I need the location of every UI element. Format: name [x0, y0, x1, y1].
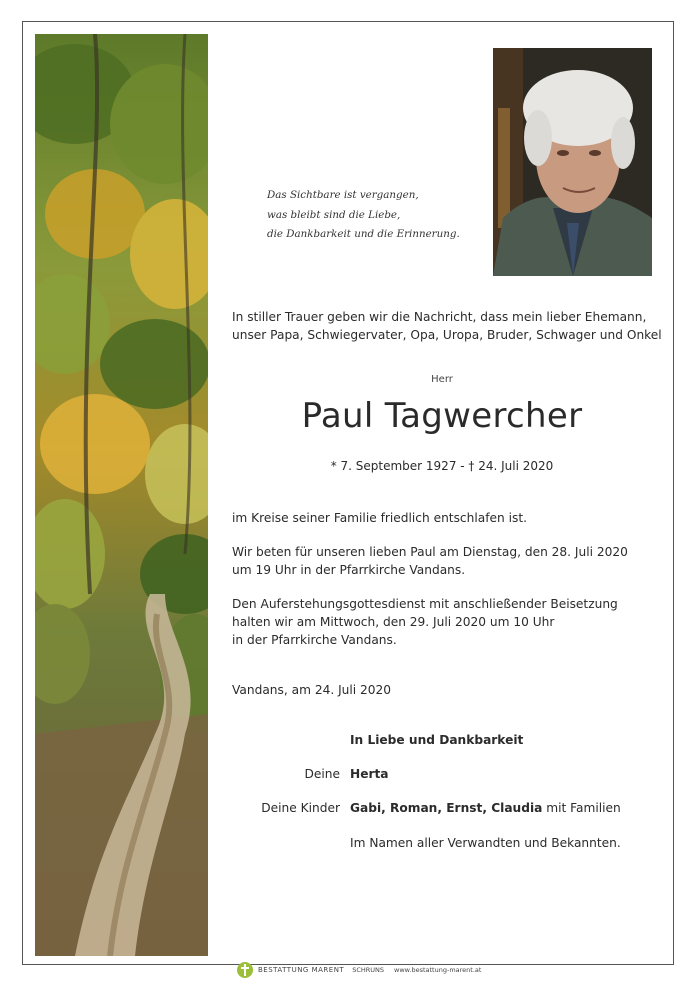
quote-line: die Dankbarkeit und die Erinnerung. [267, 228, 460, 240]
footer-website: www.bestattung-marent.at [394, 966, 482, 974]
closing-line: Im Namen aller Verwandten und Bekannten. [350, 836, 621, 850]
service-line-2: halten wir am Mittwoch, den 29. Juli 2020 um 10 Uhr [232, 615, 555, 629]
footer-company: BESTATTUNG MARENT [258, 966, 345, 974]
intro-line-1: In stiller Trauer geben wir die Nachricht, dass mein lieber Ehemann, [232, 310, 647, 324]
life-dates: * 7. September 1927 - † 24. Juli 2020 [330, 459, 554, 473]
service-line-3: in der Pfarrkirche Vandans. [232, 633, 397, 647]
wife-name: Herta [350, 767, 389, 781]
footer-location: SCHRUNS [352, 966, 385, 974]
funeral-home-logo-icon [236, 961, 254, 979]
memorial-quote [267, 186, 487, 245]
quote-line: was bleibt sind die Liebe, [267, 208, 401, 221]
children-label: Deine Kinder [261, 801, 340, 815]
children-line [350, 801, 621, 815]
portrait-photo [493, 48, 652, 276]
wife-label: Deine [304, 767, 340, 781]
service-line-1: Den Auferstehungsgottesdienst mit anschließender Beisetzung [232, 597, 618, 611]
footer [236, 960, 481, 980]
place-date: Vandans, am 24. Juli 2020 [232, 683, 392, 697]
passed-away-text: im Kreise seiner Familie friedlich entschlafen ist. [232, 511, 527, 525]
prayer-line-2: um 19 Uhr in der Pfarrkirche Vandans. [232, 563, 466, 577]
forest-path-image [35, 34, 208, 956]
prayer-line-1: Wir beten für unseren lieben Paul am Dienstag, den 28. Juli 2020 [232, 545, 628, 559]
deceased-name: Paul Tagwercher [301, 396, 583, 436]
quote-line: Das Sichtbare ist vergangen, [267, 189, 419, 201]
intro-line-2: unser Papa, Schwiegervater, Opa, Uropa, Bruder, Schwager und Onkel [232, 328, 662, 342]
signature-heading: In Liebe und Dankbarkeit [350, 733, 524, 747]
honorific: Herr [431, 374, 453, 385]
children-names: Gabi, Roman, Ernst, Claudia [350, 801, 543, 815]
children-suffix: mit Familien [542, 801, 621, 815]
